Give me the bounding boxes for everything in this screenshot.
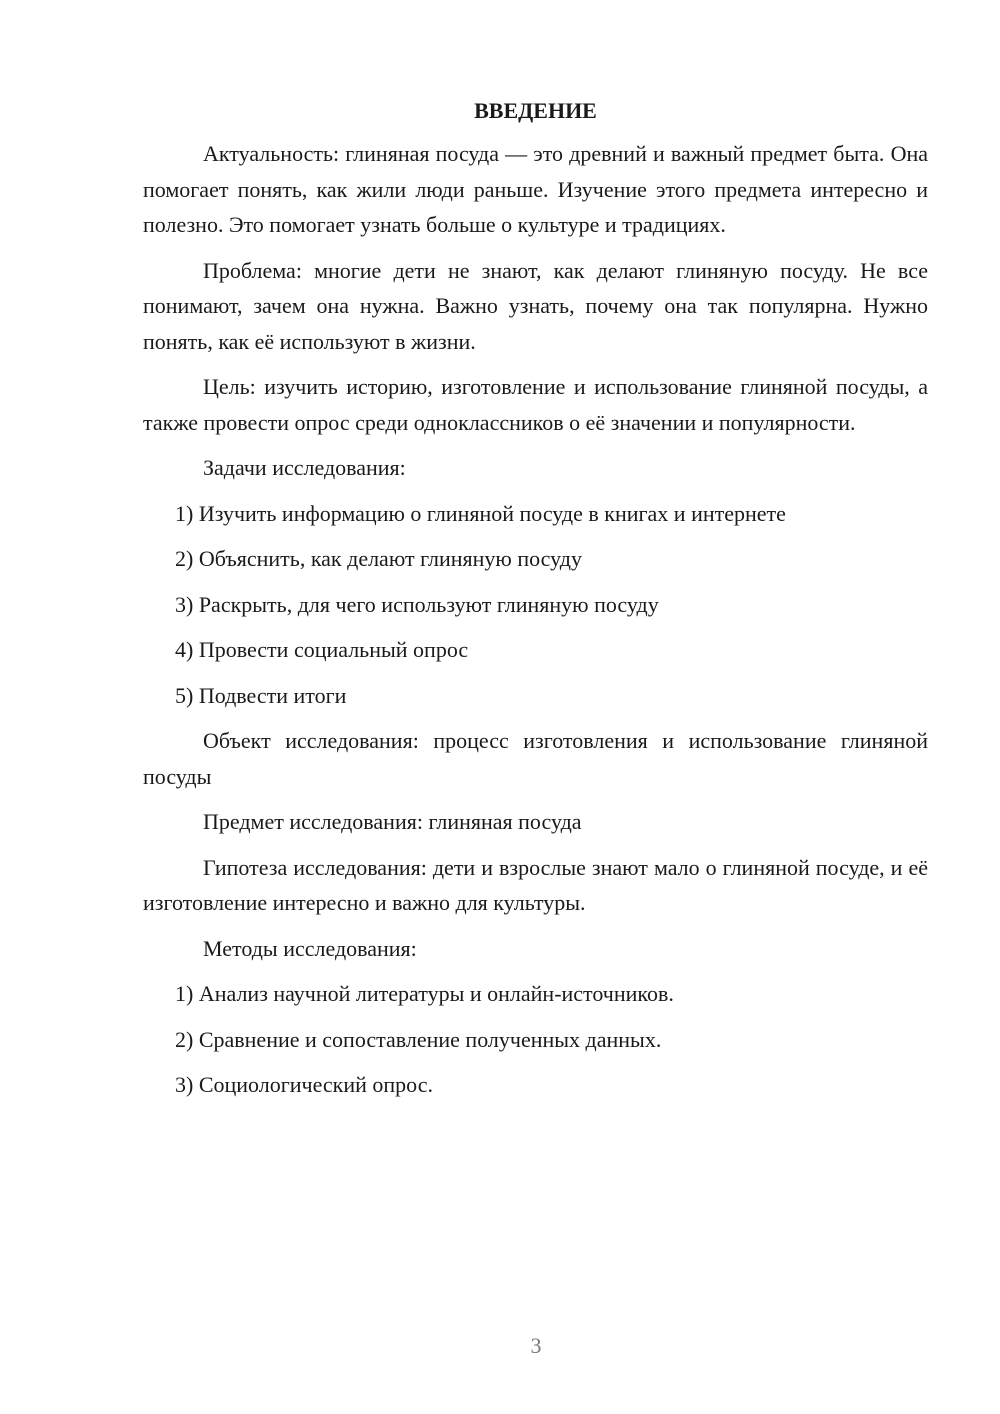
methods-list bbox=[143, 976, 928, 1103]
tasks-heading: Задачи исследования: bbox=[203, 455, 406, 480]
list-item: 4) Провести социальный опрос bbox=[175, 637, 469, 662]
hypothesis-paragraph: Гипотеза исследования: дети и взрослые знают мало о глиняной посуде, и её изготовление интересно и важно для культуры. bbox=[143, 854, 928, 915]
subject-paragraph: Предмет исследования: глиняная посуда bbox=[203, 809, 582, 834]
page-number: 3 bbox=[530, 1333, 542, 1358]
object-paragraph: Объект исследования: процесс изготовления и использование глиняной посуды bbox=[143, 728, 928, 789]
list-item: 2) Объяснить, как делают глиняную посуду bbox=[175, 546, 582, 571]
list-item: 5) Подвести итоги bbox=[175, 682, 347, 708]
list-item: 1) Изучить информацию о глиняной посуде в книгах и интернете bbox=[175, 500, 786, 526]
page-title: ВВЕДЕНИЕ bbox=[474, 98, 597, 123]
document-page bbox=[143, 96, 928, 1113]
goal-paragraph: Цель: изучить историю, изготовление и использование глиняной посуды, а также провести опрос среди одноклассников о её значении и популярности. bbox=[143, 374, 928, 435]
list-item: 3) Социологический опрос. bbox=[175, 1072, 433, 1097]
problem-paragraph: Проблема: многие дети не знают, как делают глиняную посуду. Не все понимают, зачем она нужна. Важно узнать, почему она так популярна. Нужно понять, как её используют в жизни. bbox=[143, 257, 928, 354]
list-item: 1) Анализ научной литературы и онлайн-источников. bbox=[175, 981, 674, 1006]
list-item: 3) Раскрыть, для чего используют глиняную посуду bbox=[175, 591, 659, 617]
list-item: 2) Сравнение и сопоставление полученных данных. bbox=[175, 1026, 662, 1052]
tasks-list bbox=[143, 496, 928, 714]
relevance-paragraph: Актуальность: глиняная посуда — это древний и важный предмет быта. Она помогает понять, как жили люди раньше. Изучение этого предмета интересно и полезно. Это помогает узнать больше о культуре и традициях. bbox=[143, 141, 928, 237]
methods-heading: Методы исследования: bbox=[203, 935, 417, 961]
